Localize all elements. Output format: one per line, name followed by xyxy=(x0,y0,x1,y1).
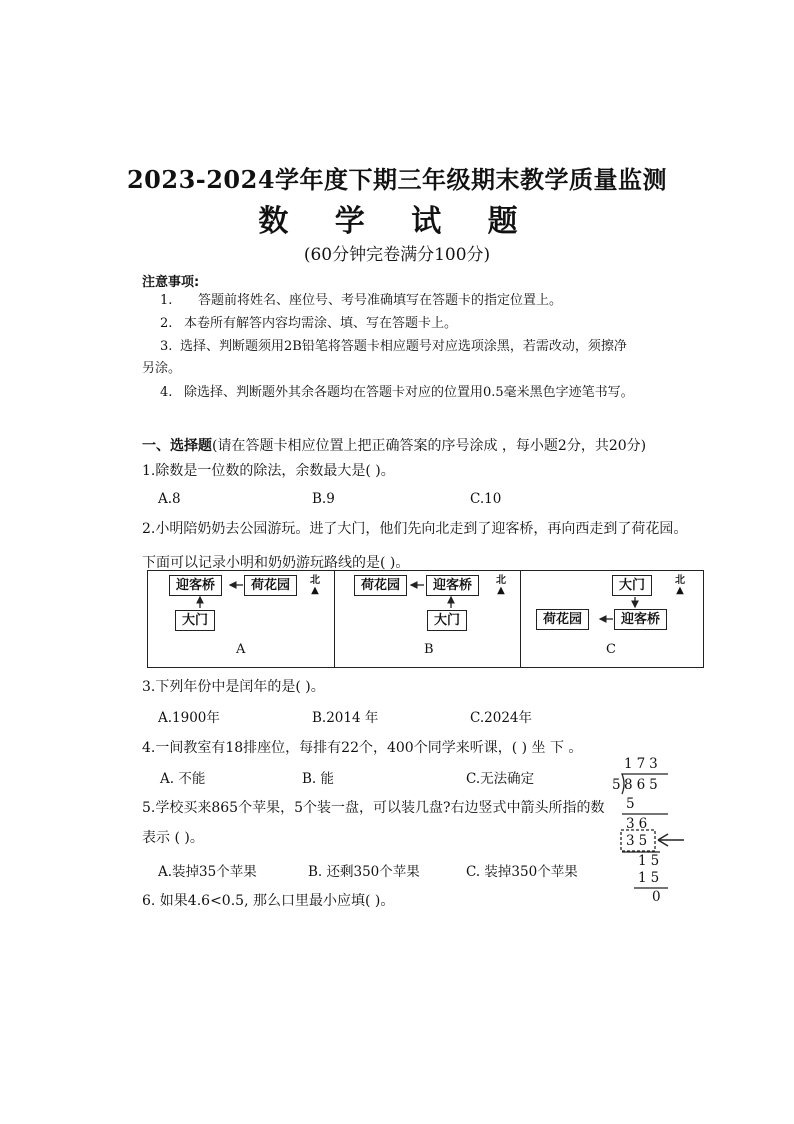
section-heading-instructions: (请在答题卡相应位置上把正确答案的序号涂成 ，每小题2分，共20分) xyxy=(212,438,647,454)
north-arrow-icon: ▲ xyxy=(676,585,684,596)
exam-title: 2023-2024学年度下期三年级期末教学质量监测 xyxy=(126,165,668,194)
section-heading-title: 一、选择题 xyxy=(142,438,212,454)
q5-option-b: B. 还剩350个苹果 xyxy=(308,864,420,880)
long-division-figure xyxy=(608,752,698,907)
panel-c-north-indicator xyxy=(675,576,685,596)
question-6: 6. 如果4.6<0.5, 那么口里最小应填( )。 xyxy=(142,893,395,909)
panel-b-north-label: 北 xyxy=(496,575,506,586)
panel-b-garden: 荷花园 xyxy=(354,575,407,596)
panel-c-label: C xyxy=(606,642,616,657)
question-5: 5.学校买来865个苹果，5个装一盘，可以装几盘?右边竖式中箭头所指的数 xyxy=(142,800,605,816)
note-3-text: 选择、判断题须用2B铅笔将答题卡相应题号对应选项涂黑，若需改动，须擦净 xyxy=(180,339,627,354)
q5-option-c: C. 装掉350个苹果 xyxy=(466,864,578,880)
panel-c-north-label: 北 xyxy=(675,575,685,586)
note-4-num: 4. xyxy=(160,385,173,400)
q1-option-a: A.8 xyxy=(158,491,181,507)
q3-option-c: C.2024年 xyxy=(470,710,532,726)
panel-a-bridge: 迎客桥 xyxy=(169,575,222,596)
question-2-line2: 下面可以记录小明和奶奶游玩路线的是( )。 xyxy=(142,555,410,571)
note-3-num: 3. xyxy=(160,339,173,354)
question-5-line2: 表示 ( )。 xyxy=(142,830,204,846)
note-3-cont: 另涂。 xyxy=(142,361,182,376)
panel-a-label: A xyxy=(236,642,246,657)
ld-dividend: 865 xyxy=(624,777,662,793)
note-2-text: 本卷所有解答内容均需涂、填、写在答题卡上。 xyxy=(184,316,458,331)
note-2-num: 2. xyxy=(160,316,173,331)
q4-option-c: C.无法确定 xyxy=(466,771,535,787)
north-arrow-icon: ▲ xyxy=(311,585,319,596)
map-panel-c xyxy=(520,571,701,667)
q4-option-b: B. 能 xyxy=(302,771,335,787)
ld-divisor: 5 xyxy=(612,777,625,793)
note-1-num: 1. xyxy=(160,293,173,308)
panel-b-bridge: 迎客桥 xyxy=(426,575,479,596)
panel-c-gate: 大门 xyxy=(612,575,652,596)
q1-option-b: B.9 xyxy=(312,491,335,507)
question-4: 4.一间教室有18排座位，每排有22个，400个同学来听课，( ) 坐 下 。 xyxy=(142,740,583,756)
panel-b-north-indicator xyxy=(496,576,506,596)
ld-quotient: 173 xyxy=(624,756,662,772)
map-panel-a xyxy=(148,571,335,667)
question-1: 1.除数是一位数的除法，余数最大是( )。 xyxy=(142,463,395,479)
panel-a-north-indicator xyxy=(310,576,320,596)
section-heading xyxy=(142,435,646,455)
notes-heading: 注意事项: xyxy=(142,275,200,290)
note-1-text: 答题前将姓名、座位号、考号准确填写在答题卡的指定位置上。 xyxy=(198,293,563,308)
panel-b-gate: 大门 xyxy=(427,610,467,631)
panel-a-north-label: 北 xyxy=(310,575,320,586)
ld-step-3: 35 xyxy=(626,833,652,849)
north-arrow-icon: ▲ xyxy=(497,585,505,596)
panel-a-garden: 荷花园 xyxy=(244,575,297,596)
q5-option-a: A.装掉35个苹果 xyxy=(158,864,257,880)
ld-lines xyxy=(608,752,698,907)
note-4-text: 除选择、判断题外其余各题均在答题卡对应的位置用0.5毫米黑色字迹笔书写。 xyxy=(184,385,634,400)
ld-step-2: 36 xyxy=(626,816,652,832)
map-panel-b xyxy=(334,571,521,667)
q3-option-b: B.2014 年 xyxy=(312,710,379,726)
route-map-figure xyxy=(147,570,704,668)
question-3: 3.下列年份中是闰年的是( )。 xyxy=(142,679,325,695)
q1-option-c: C.10 xyxy=(470,491,502,507)
q4-option-a: A. 不能 xyxy=(160,771,206,787)
panel-c-bridge: 迎客桥 xyxy=(614,609,667,630)
panel-b-label: B xyxy=(424,642,434,657)
ld-step-1: 5 xyxy=(626,796,639,812)
subject-title: 数 学 试 题 xyxy=(258,204,536,239)
q3-option-a: A.1900年 xyxy=(158,710,220,726)
ld-step-5: 15 xyxy=(638,870,664,886)
ld-step-4: 15 xyxy=(638,853,664,869)
ld-step-6: 0 xyxy=(652,889,665,905)
exam-subtitle: (60分钟完卷满分100分) xyxy=(303,245,491,265)
panel-c-garden: 荷花园 xyxy=(536,609,589,630)
panel-a-gate: 大门 xyxy=(175,610,215,631)
question-2: 2.小明陪奶奶去公园游玩。进了大门，他们先向北走到了迎客桥，再向西走到了荷花园。 xyxy=(142,521,688,537)
